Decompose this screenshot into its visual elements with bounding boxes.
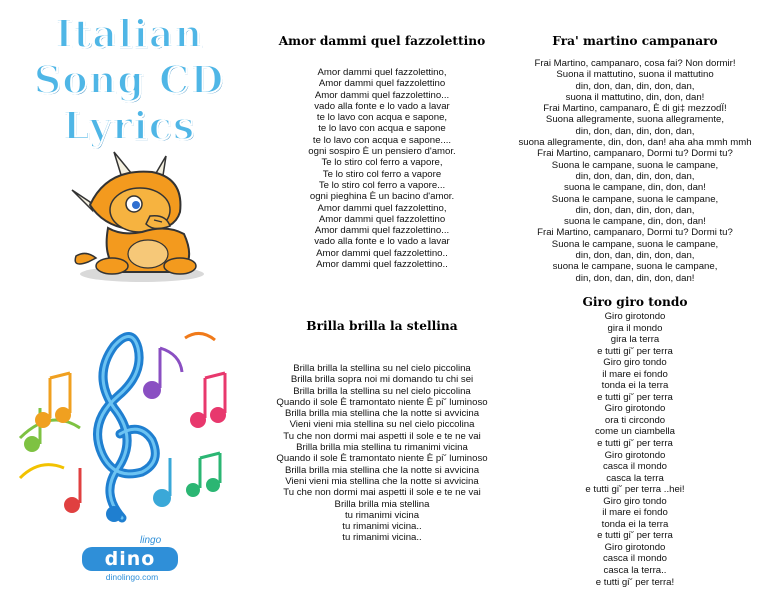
lyric-line: tonda ei la terra <box>601 380 669 392</box>
song-lyrics <box>262 67 502 270</box>
lyric-line: Frai Martino, campanaro, Dormi tu? Dormi tu? <box>537 227 733 239</box>
song-title: Amor dammi quel fazzolettino <box>278 34 486 48</box>
lyric-line: suona le campane, suona le campane, <box>552 261 718 273</box>
cover-title-line: Lyrics <box>62 103 196 148</box>
lyric-line: din, don, dan, din, don, dan, <box>575 250 695 262</box>
lyric-line: Vieni vieni mia stellina su nel cielo piccolina <box>289 419 475 431</box>
lyric-line: din, don, dan, din, don, dan, <box>575 170 695 182</box>
lyric-line: Frai Martino, campanaro, cosa fai? Non dormir! <box>534 58 736 69</box>
lyric-line: tu rimanimi vicina.. <box>342 532 422 544</box>
lyric-line: Te lo stiro col ferro a vapore <box>322 168 442 180</box>
logo-tagline: lingo <box>140 535 162 546</box>
lyric-line: Tu che non dormi mai aspetti il sole e te ne vai <box>283 487 481 499</box>
lyric-line: te lo lavo con acqua e sapone.... <box>312 134 452 146</box>
lyric-line: il mare ei fondo <box>602 507 668 519</box>
lyric-line: Tu che non dormi mai aspetti il sole e te ne vai <box>283 430 481 442</box>
logo-url: dinolingo.com <box>105 572 159 582</box>
lyric-line: din, don, dan, din, don, dan, <box>575 80 695 92</box>
lyric-line: Amor dammi quel fazzolettino <box>318 213 446 225</box>
lyric-line: Brilla brilla la stellina su nel cielo piccolina <box>293 385 471 397</box>
lyric-line: Amor dammi quel fazzolettino, <box>317 67 447 78</box>
lyric-line: il mare ei fondo <box>602 368 668 380</box>
lyric-line: Amor dammi quel fazzolettino <box>318 78 446 90</box>
cover-title-line: Italian <box>54 11 204 56</box>
logo-wordmark: dino <box>82 547 178 571</box>
lyric-line: Brilla brilla mia stellina tu rimanimi vicina <box>296 442 468 454</box>
dinosaur-illustration <box>62 150 212 285</box>
lyric-line: Brilla brilla la stellina su nel cielo piccolina <box>293 363 471 374</box>
lyric-line: ogni sospiro È un pensiero d'amor. <box>308 146 456 158</box>
dinolingo-logo[interactable] <box>82 533 182 585</box>
lyric-line: te lo lavo con acqua e sapone, <box>316 112 448 124</box>
lyric-line: Te lo stiro col ferro a vapore... <box>318 179 446 191</box>
lyric-line: Suona le campane, suona le campane, <box>551 159 719 171</box>
lyric-line: Amor dammi quel fazzolettino, <box>317 202 447 214</box>
lyric-line: vado alla fonte e lo vado a lavar <box>314 100 450 112</box>
lyric-line: Brilla brilla mia stellina che la notte si avvicina <box>284 464 480 476</box>
cover-title-line: Song CD <box>33 57 225 102</box>
lyric-line: suona il mattutino, din, don, dan! <box>565 91 705 103</box>
lyric-line: Brilla brilla mia stellina <box>334 498 430 510</box>
song-lyrics <box>262 363 502 544</box>
song-title: Brilla brilla la stellina <box>306 319 458 333</box>
lyric-line: e tutti gi˘ per terra ..hei! <box>585 484 685 496</box>
lyric-line: Amor dammi quel fazzolettino.. <box>316 259 448 271</box>
music-notes-illustration <box>10 318 242 528</box>
lyric-line: casca il mondo <box>603 461 667 473</box>
lyric-line: gira la terra <box>610 334 660 346</box>
lyric-line: Suona allegramente, suona allegramente, <box>545 114 725 126</box>
lyric-line: tu rimanimi vicina.. <box>342 521 422 533</box>
lyric-line: suona allegramente, din, don, dan! aha aha mmh mmh <box>518 137 752 149</box>
lyric-line: din, don, dan, din, don, dan, <box>575 204 695 216</box>
lyric-line: Suona le campane, suona le campane, <box>551 238 719 250</box>
lyric-line: Frai Martino, campanaro, Dormi tu? Dormi tu? <box>537 148 733 160</box>
lyric-line: Suona le campane, suona le campane, <box>551 193 719 205</box>
lyric-line: ogni pieghina È un bacino d'amor. <box>309 191 455 203</box>
lyric-line: casca la terra.. <box>603 565 667 577</box>
lyric-line: Giro girotondo <box>604 403 666 415</box>
lyric-line: come un ciambella <box>595 426 675 438</box>
lyric-line: suona le campane, din, don, dan! <box>564 182 706 194</box>
lyric-line: ora ti circondo <box>604 414 666 426</box>
lyric-line: tu rimanimi vicina <box>344 509 420 521</box>
lyric-line: Brilla brilla sopra noi mi domando tu chi sei <box>290 374 474 386</box>
lyric-line: suona le campane, din, don, dan! <box>564 216 706 228</box>
lyric-line: Suona il mattutino, suona il mattutino <box>556 69 714 81</box>
song-title: Giro giro tondo <box>582 295 688 309</box>
lyric-line: te lo lavo con acqua e sapone <box>318 123 446 135</box>
lyric-line: e tutti gi˘ per terra! <box>595 576 675 588</box>
lyric-line: gira il mondo <box>607 322 663 334</box>
lyric-line: e tutti gi˘ per terra <box>597 530 673 542</box>
lyric-line: Amor dammi quel fazzolettino... <box>314 225 450 237</box>
lyric-line: Brilla brilla mia stellina che la notte si avvicina <box>284 408 480 420</box>
lyric-line: Giro girotondo <box>604 311 666 322</box>
lyric-line: Amor dammi quel fazzolettino... <box>314 89 450 101</box>
lyric-line: casca la terra <box>606 472 664 484</box>
song-lyrics <box>510 58 760 284</box>
song-lyrics <box>510 311 760 588</box>
lyric-line: Quando il sole È tramontato niente È pi˘ luminoso <box>276 396 488 408</box>
lyric-line: Te lo stiro col ferro a vapore, <box>321 157 443 169</box>
lyric-line: Quando il sole È tramontato niente È pi˘ luminoso <box>276 453 488 465</box>
lyric-line: e tutti gi˘ per terra <box>597 391 673 403</box>
lyric-line: din, don, dan, din, don, dan, <box>575 125 695 137</box>
lyric-line: e tutti gi˘ per terra <box>597 345 673 357</box>
lyric-line: Giro giro tondo <box>603 357 667 369</box>
song-title: Fra' martino campanaro <box>552 34 718 48</box>
lyric-line: din, don, dan, din, don, dan! <box>575 272 695 284</box>
lyric-line: casca il mondo <box>603 553 667 565</box>
lyric-line: tonda ei la terra <box>601 518 669 530</box>
lyric-line: Vieni vieni mia stellina che la notte si avvicina <box>285 475 479 487</box>
lyric-line: Giro giro tondo <box>603 495 667 507</box>
lyric-line: Frai Martino, campanaro, È di gi‡ mezzodÏ! <box>543 103 727 115</box>
lyric-line: vado alla fonte e lo vado a lavar <box>314 236 450 248</box>
lyric-line: Giro girotondo <box>604 541 666 553</box>
lyric-line: Giro girotondo <box>604 449 666 461</box>
lyric-line: e tutti gi˘ per terra <box>597 438 673 450</box>
cover-panel <box>0 0 258 593</box>
lyric-line: Amor dammi quel fazzolettino.. <box>316 247 448 259</box>
